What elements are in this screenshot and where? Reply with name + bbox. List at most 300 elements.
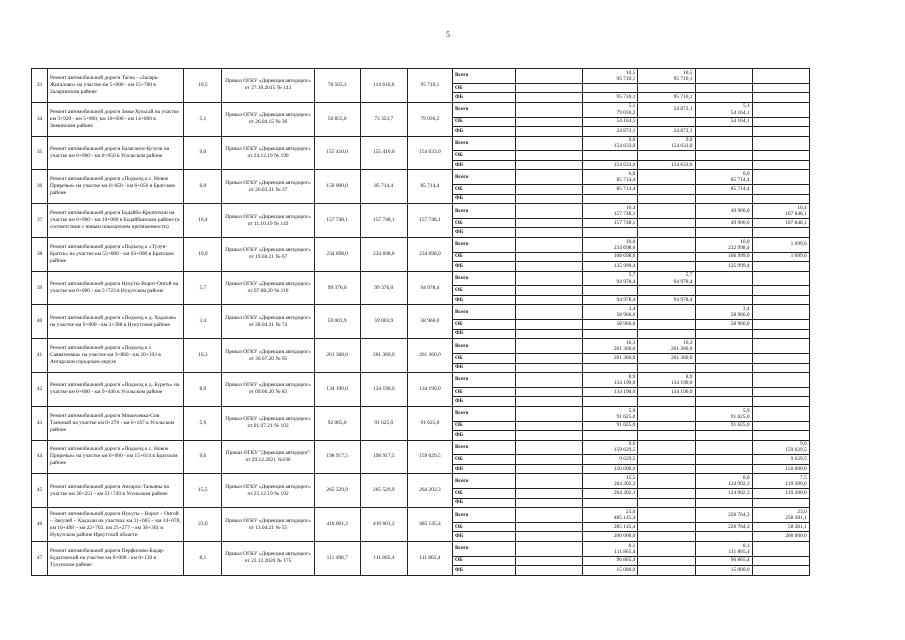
amount-cell: 15 000,0 xyxy=(583,566,638,576)
amount-value: 157 748,1 xyxy=(613,211,636,218)
amount-cell xyxy=(752,320,809,330)
amount-cell xyxy=(752,228,809,238)
amount-cell xyxy=(583,286,638,296)
road-length: 15,5 xyxy=(184,474,222,508)
funding-source-label: Всего xyxy=(452,508,515,523)
contract-cost: 198 917,5 xyxy=(360,440,407,474)
amount-cell xyxy=(695,151,752,161)
amount-cell: 150 000,0 xyxy=(752,464,809,474)
amount-cell xyxy=(638,440,695,455)
amount-value: 159 629,5 xyxy=(613,447,636,454)
estimated-cost: 78 565,3 xyxy=(314,69,360,103)
estimated-cost: 92 065,0 xyxy=(314,406,360,440)
estimated-cost: 150 000,0 xyxy=(314,170,360,204)
amount-cell xyxy=(638,566,695,576)
amount-cell xyxy=(752,262,809,272)
amount-value: 91 625,0 xyxy=(616,413,636,420)
amount-cell xyxy=(695,127,752,137)
funding-source-label: ФБ xyxy=(452,160,515,170)
contract-cost: 91 625,0 xyxy=(360,406,407,440)
amount-cell xyxy=(583,69,638,84)
length-value: 10,5 xyxy=(625,69,636,76)
empty-cell xyxy=(516,237,583,252)
road-name: Ремонт автомобильной дороги «Подъезд к с. Новое Приречье» на участке км 6+000 - км 15+614 в Братском районе xyxy=(48,440,184,474)
contract-cost: 261 360,0 xyxy=(360,339,407,373)
amount-cell xyxy=(752,440,809,455)
length-value: 23,0 xyxy=(625,508,636,515)
amount-cell xyxy=(752,286,809,296)
road-length: 3,4 xyxy=(184,305,222,339)
funding-source-label: ОБ xyxy=(452,286,515,296)
order-reference: Приказ ОГКУ «Дирекция автодорог» от 30.07.20 № 95 xyxy=(222,339,314,373)
funding-source-label: ФБ xyxy=(452,262,515,272)
road-length: 10,5 xyxy=(184,69,222,103)
amount-cell xyxy=(695,136,752,151)
amount-cell xyxy=(638,271,695,286)
empty-cell xyxy=(516,185,583,195)
amount-cell: 134 190,0 xyxy=(638,387,695,397)
table-row xyxy=(32,69,869,84)
amount-cell xyxy=(638,421,695,431)
funding-source-label: ОБ xyxy=(452,387,515,397)
amount-cell xyxy=(583,102,638,117)
planned-cost: 94 978,4 xyxy=(407,271,452,305)
planned-cost: 485 145,4 xyxy=(407,508,452,542)
amount-cell xyxy=(638,522,695,532)
amount-value: 134 190,0 xyxy=(613,379,636,386)
amount-cell xyxy=(752,339,809,354)
funding-source-label: ФБ xyxy=(452,295,515,305)
order-reference: Приказ ОГКУ "Дирекция автодорог" от 29.12.2021 №196 xyxy=(222,440,314,474)
amount-cell xyxy=(752,127,809,137)
table-row xyxy=(32,406,869,421)
row-number: 39 xyxy=(32,271,48,305)
length-value: 16,3 xyxy=(625,339,636,346)
length-value: 10,0 xyxy=(625,238,636,245)
amount-cell: 85 714,4 xyxy=(695,185,752,195)
funding-source-label: ОБ xyxy=(452,522,515,532)
empty-cell xyxy=(516,117,583,127)
amount-cell: 54 164,1 xyxy=(695,117,752,127)
length-value: 9,0 xyxy=(628,137,636,144)
amount-cell xyxy=(638,532,695,542)
funding-source-label: ФБ xyxy=(452,93,515,103)
amount-value: 139 300,0 xyxy=(785,481,807,488)
funding-source-label: ФБ xyxy=(452,194,515,204)
amount-cell xyxy=(583,440,638,455)
planned-cost: 234 698,0 xyxy=(407,237,452,271)
amount-cell xyxy=(752,83,809,93)
amount-cell xyxy=(583,151,638,161)
amount-cell xyxy=(695,286,752,296)
amount-value: 94 978,4 xyxy=(616,278,636,285)
amount-cell xyxy=(638,508,695,523)
road-length: 10,0 xyxy=(184,237,222,271)
amount-cell xyxy=(638,373,695,388)
amount-cell xyxy=(752,93,809,103)
empty-cell xyxy=(516,262,583,272)
amount-cell xyxy=(638,464,695,474)
road-length: 6,0 xyxy=(184,170,222,204)
page-number: 5 xyxy=(446,30,450,39)
amount-cell: 95 710,1 xyxy=(583,93,638,103)
amount-cell xyxy=(695,271,752,286)
amount-value: 111 865,4 xyxy=(728,548,750,555)
empty-cell xyxy=(516,498,583,508)
funding-source-label: ФБ xyxy=(452,464,515,474)
planned-cost: 58 966,0 xyxy=(407,305,452,339)
amount-cell: 125 999,4 xyxy=(695,262,752,272)
amount-cell xyxy=(752,541,809,556)
amount-cell: 226 764,3 xyxy=(695,508,752,523)
funding-source-label: ОБ xyxy=(452,320,515,330)
amount-value: 94 978,4 xyxy=(673,278,693,285)
amount-cell xyxy=(638,498,695,508)
amount-cell xyxy=(752,170,809,185)
length-value: 8,1 xyxy=(742,542,750,549)
amount-cell xyxy=(583,83,638,93)
amount-cell: 106 999,0 xyxy=(695,252,752,262)
empty-cell xyxy=(516,566,583,576)
amount-cell xyxy=(695,474,752,489)
empty-cell xyxy=(516,440,583,455)
table-row xyxy=(32,204,869,219)
empty-cell xyxy=(516,339,583,354)
estimated-cost: 234 698,0 xyxy=(314,237,360,271)
planned-cost: 95 710,1 xyxy=(407,69,452,103)
amount-value: 264 202,3 xyxy=(613,481,636,488)
empty-cell xyxy=(516,286,583,296)
amount-value: 107 848,1 xyxy=(785,211,807,218)
amount-cell: 108 698,6 xyxy=(583,252,638,262)
amount-cell xyxy=(638,556,695,566)
table-row xyxy=(32,474,869,489)
amount-cell xyxy=(695,83,752,93)
empty-cell xyxy=(516,271,583,286)
empty-cell xyxy=(516,160,583,170)
order-reference: Приказ ОГКУ «Дирекция автодорог» от 09.06.20 № 83 xyxy=(222,373,314,407)
amount-value: 95 710,1 xyxy=(616,75,636,82)
amount-cell xyxy=(583,541,638,556)
amount-cell: 94 978,4 xyxy=(583,295,638,305)
row-number: 44 xyxy=(32,440,48,474)
table-body xyxy=(32,69,869,576)
planned-cost: 264 202,3 xyxy=(407,474,452,508)
empty-cell xyxy=(516,421,583,431)
contract-cost: 410 601,2 xyxy=(360,508,407,542)
order-reference: Приказ ОГКУ «Дирекция автодорог» от 01.07.21 № 103 xyxy=(222,406,314,440)
road-name: Ремонт автомобильной дороги Бодайбо-Кропоткин на участке км 0+000 - км 10+000 в Бодайбинском районе (в соответствии с новым показателем протяженности) xyxy=(48,204,184,238)
amount-cell xyxy=(695,160,752,170)
amount-cell: 124 902,3 xyxy=(695,489,752,499)
contract-cost: 73 353,7 xyxy=(360,102,407,136)
row-number: 38 xyxy=(32,237,48,271)
order-reference: Приказ ОГКУ «Дирекция автодорог» от 26.03.21 № 37 xyxy=(222,170,314,204)
amount-value: 261 360,0 xyxy=(613,346,636,353)
empty-cell xyxy=(516,522,583,532)
amount-cell xyxy=(752,397,809,407)
length-value: 9,6 xyxy=(800,441,807,448)
length-value: 5,1 xyxy=(742,103,750,110)
funding-source-label: ФБ xyxy=(452,397,515,407)
amount-cell xyxy=(695,228,752,238)
amount-cell: 150 000,0 xyxy=(583,464,638,474)
length-value: 23,0 xyxy=(797,508,807,515)
amount-cell: 226 764,3 xyxy=(695,522,752,532)
empty-cell xyxy=(516,170,583,185)
amount-cell: 91 625,0 xyxy=(583,421,638,431)
funding-source-label: Всего xyxy=(452,136,515,151)
contract-cost: 59 003,9 xyxy=(360,305,407,339)
contract-cost: 157 748,1 xyxy=(360,204,407,238)
road-name: Ремонт автомобильной дороги Перфилово-Бадар-Будаговский на участке км 0+000 - км 8+130 в Тулунском районе xyxy=(48,541,184,575)
length-value: 8,0 xyxy=(742,475,750,482)
amount-value: 124 902,3 xyxy=(728,481,750,488)
funding-source-label: ОБ xyxy=(452,489,515,499)
road-name: Ремонт автомобильной дороги «Подъезд к с. Савватеевка» на участке км 3+860 - км 20+193 в Ангарском городском округе xyxy=(48,339,184,373)
amount-cell xyxy=(695,363,752,373)
amount-cell: 96 865,4 xyxy=(695,556,752,566)
amount-cell xyxy=(638,363,695,373)
empty-cell xyxy=(516,556,583,566)
amount-cell xyxy=(638,204,695,219)
length-value: 10,0 xyxy=(740,238,750,245)
amount-cell xyxy=(583,474,638,489)
empty-cell xyxy=(516,320,583,330)
amount-cell xyxy=(638,194,695,204)
contract-cost: 265 529,9 xyxy=(360,474,407,508)
amount-cell: 9 629,5 xyxy=(583,455,638,465)
funding-source-label: Всего xyxy=(452,474,515,489)
amount-cell: 24 872,1 xyxy=(638,127,695,137)
row-number: 34 xyxy=(32,102,48,136)
length-value: 16,3 xyxy=(683,339,693,346)
amount-cell xyxy=(752,566,809,576)
estimated-cost: 56 855,0 xyxy=(314,102,360,136)
amount-value: 258 381,1 xyxy=(785,515,807,522)
amount-cell xyxy=(638,406,695,421)
planned-cost: 261 360,0 xyxy=(407,339,452,373)
row-number: 42 xyxy=(32,373,48,407)
empty-cell xyxy=(516,373,583,388)
empty-cell xyxy=(516,397,583,407)
road-length: 5,7 xyxy=(184,271,222,305)
funding-source-label: Всего xyxy=(452,339,515,354)
length-value: 6,0 xyxy=(628,171,636,178)
length-value: 7,5 xyxy=(800,475,807,482)
amount-cell xyxy=(583,339,638,354)
funding-source-label: ОБ xyxy=(452,455,515,465)
amount-cell xyxy=(583,271,638,286)
table-row xyxy=(32,305,869,320)
road-name: Ремонт автомобильной дороги «Подъезд к с. Новое Приречье» на участке км 0+050 - км 6+050 в Братском районе xyxy=(48,170,184,204)
planned-cost: 159 629,5 xyxy=(407,440,452,474)
estimated-cost: 198 917,5 xyxy=(314,440,360,474)
amount-cell xyxy=(695,498,752,508)
funding-source-label: Всего xyxy=(452,204,515,219)
planned-cost: 134 190,0 xyxy=(407,373,452,407)
row-number: 46 xyxy=(32,508,48,542)
empty-cell xyxy=(516,387,583,397)
estimated-cost: 111 498,7 xyxy=(314,541,360,575)
amount-cell xyxy=(638,329,695,339)
amount-cell xyxy=(638,237,695,252)
amount-cell xyxy=(752,329,809,339)
funding-source-label: ОБ xyxy=(452,83,515,93)
road-name: Ремонт автомобильной дороги Ангарск-Тальяны на участке км 36+251 - км 51+749 в Усольском районе xyxy=(48,474,184,508)
table-row xyxy=(32,508,869,523)
empty-cell xyxy=(516,127,583,137)
road-name: Ремонт автомобильной дороги Балаганск-Кузули на участке км 0+000 - км 8+950 в Усольском районе xyxy=(48,136,184,170)
amount-cell xyxy=(638,286,695,296)
amount-cell: 261 360,0 xyxy=(583,354,638,364)
empty-cell xyxy=(516,532,583,542)
amount-cell: 200 000,0 xyxy=(583,532,638,542)
funding-source-label: Всего xyxy=(452,305,515,320)
empty-cell xyxy=(516,329,583,339)
amount-cell xyxy=(695,329,752,339)
funding-source-label: ОБ xyxy=(452,151,515,161)
amount-cell: 264 202,3 xyxy=(583,489,638,499)
amount-cell xyxy=(752,69,809,84)
amount-cell xyxy=(638,397,695,407)
funding-source-label: ФБ xyxy=(452,566,515,576)
empty-cell xyxy=(516,69,583,84)
amount-cell xyxy=(638,69,695,84)
row-number: 47 xyxy=(32,541,48,575)
funding-source-label: Всего xyxy=(452,170,515,185)
length-value: 5,7 xyxy=(685,272,693,279)
amount-cell: 134 190,0 xyxy=(583,387,638,397)
amount-value: 111 865,4 xyxy=(614,548,636,555)
funding-source-label: Всего xyxy=(452,541,515,556)
amount-cell xyxy=(695,387,752,397)
amount-cell: 157 748,1 xyxy=(583,218,638,228)
amount-cell xyxy=(583,373,638,388)
amount-cell xyxy=(752,354,809,364)
amount-cell xyxy=(695,541,752,556)
amount-cell: 285 145,4 xyxy=(583,522,638,532)
amount-cell xyxy=(638,320,695,330)
amount-cell xyxy=(752,204,809,219)
estimated-cost: 59 003,9 xyxy=(314,305,360,339)
amount-cell: 125 999,4 xyxy=(583,262,638,272)
row-number: 43 xyxy=(32,406,48,440)
amount-cell xyxy=(695,431,752,441)
amount-cell xyxy=(752,474,809,489)
amount-cell xyxy=(752,295,809,305)
length-value: 10,4 xyxy=(797,204,807,211)
road-name: Ремонт автомобильной дороги Зима-Хульгай на участке км 3+920 - км 5+000, км 10+000 - км 14+000 в Зиминском районе xyxy=(48,102,184,136)
empty-cell xyxy=(516,489,583,499)
length-value: 8,9 xyxy=(685,373,693,380)
amount-cell xyxy=(752,363,809,373)
table-row xyxy=(32,237,869,252)
road-name: Ремонт автомобильной дороги «Подъезд к д. Хадахан» на участке км 0+000 - км 3+398 в Нукутском районе xyxy=(48,305,184,339)
empty-cell xyxy=(516,541,583,556)
road-length: 9,6 xyxy=(184,440,222,474)
amount-cell xyxy=(638,305,695,320)
road-length: 5,1 xyxy=(184,102,222,136)
amount-cell xyxy=(638,170,695,185)
amount-cell xyxy=(638,136,695,151)
amount-cell: 139 300,0 xyxy=(752,489,809,499)
amount-cell: 1 699,6 xyxy=(752,252,809,262)
amount-cell xyxy=(695,373,752,388)
amount-cell: 94 978,4 xyxy=(638,295,695,305)
funding-source-label: ФБ xyxy=(452,363,515,373)
road-length: 8,9 xyxy=(184,373,222,407)
empty-cell xyxy=(516,406,583,421)
length-value: 5,7 xyxy=(628,272,636,279)
funding-source-label: ФБ xyxy=(452,532,515,542)
amount-cell xyxy=(695,455,752,465)
amount-cell xyxy=(583,204,638,219)
funding-source-label: ФБ xyxy=(452,431,515,441)
amount-cell: 54 164,1 xyxy=(583,117,638,127)
amount-cell xyxy=(695,93,752,103)
planned-cost: 154 633,0 xyxy=(407,136,452,170)
amount-cell xyxy=(752,151,809,161)
amount-cell xyxy=(583,228,638,238)
empty-cell xyxy=(516,83,583,93)
estimated-cost: 134 190,0 xyxy=(314,373,360,407)
road-name: Ремонт автомобильной дороги «Подъезд к д. Буреть» на участке км 0+000 - км 9+446 в Усольском районе xyxy=(48,373,184,407)
road-length: 8,1 xyxy=(184,541,222,575)
empty-cell xyxy=(516,354,583,364)
amount-value: 85 714,4 xyxy=(616,177,636,184)
length-value: 6,0 xyxy=(742,171,750,178)
amount-cell xyxy=(583,431,638,441)
length-value: 10,5 xyxy=(683,69,693,76)
amount-cell xyxy=(638,541,695,556)
amount-cell xyxy=(583,498,638,508)
amount-cell: 58 966,0 xyxy=(583,320,638,330)
road-length: 23,0 xyxy=(184,508,222,542)
amount-cell: 107 848,1 xyxy=(752,218,809,228)
order-reference: Приказ ОГКУ «Дирекция автодорог» от 07.08.20 № 110 xyxy=(222,271,314,305)
amount-value: 54 164,1 xyxy=(730,109,750,116)
amount-cell xyxy=(638,117,695,127)
amount-cell: 49 900,0 xyxy=(695,204,752,219)
amount-cell xyxy=(638,218,695,228)
contract-cost: 134 190,0 xyxy=(360,373,407,407)
amount-cell xyxy=(695,464,752,474)
amount-cell: 261 360,0 xyxy=(638,354,695,364)
road-length: 9,0 xyxy=(184,136,222,170)
length-value: 9,0 xyxy=(685,137,693,144)
length-value: 5,9 xyxy=(628,407,636,414)
amount-cell xyxy=(638,252,695,262)
empty-cell xyxy=(516,252,583,262)
empty-cell xyxy=(516,363,583,373)
table-row xyxy=(32,373,869,388)
amount-cell xyxy=(752,160,809,170)
estimated-cost: 265 529,9 xyxy=(314,474,360,508)
funding-source-label: ОБ xyxy=(452,354,515,364)
funding-source-label: ФБ xyxy=(452,498,515,508)
amount-cell: 91 625,0 xyxy=(695,421,752,431)
amount-cell: 58 966,0 xyxy=(695,320,752,330)
empty-cell xyxy=(516,305,583,320)
amount-value: 154 633,0 xyxy=(670,143,693,150)
amount-cell xyxy=(638,185,695,195)
amount-cell xyxy=(752,305,809,320)
order-reference: Приказ ОГКУ «Дирекция автодорог» от 22.12.2020 № 175 xyxy=(222,541,314,575)
amount-cell xyxy=(695,194,752,204)
contract-cost: 99 376,0 xyxy=(360,271,407,305)
amount-cell xyxy=(695,354,752,364)
